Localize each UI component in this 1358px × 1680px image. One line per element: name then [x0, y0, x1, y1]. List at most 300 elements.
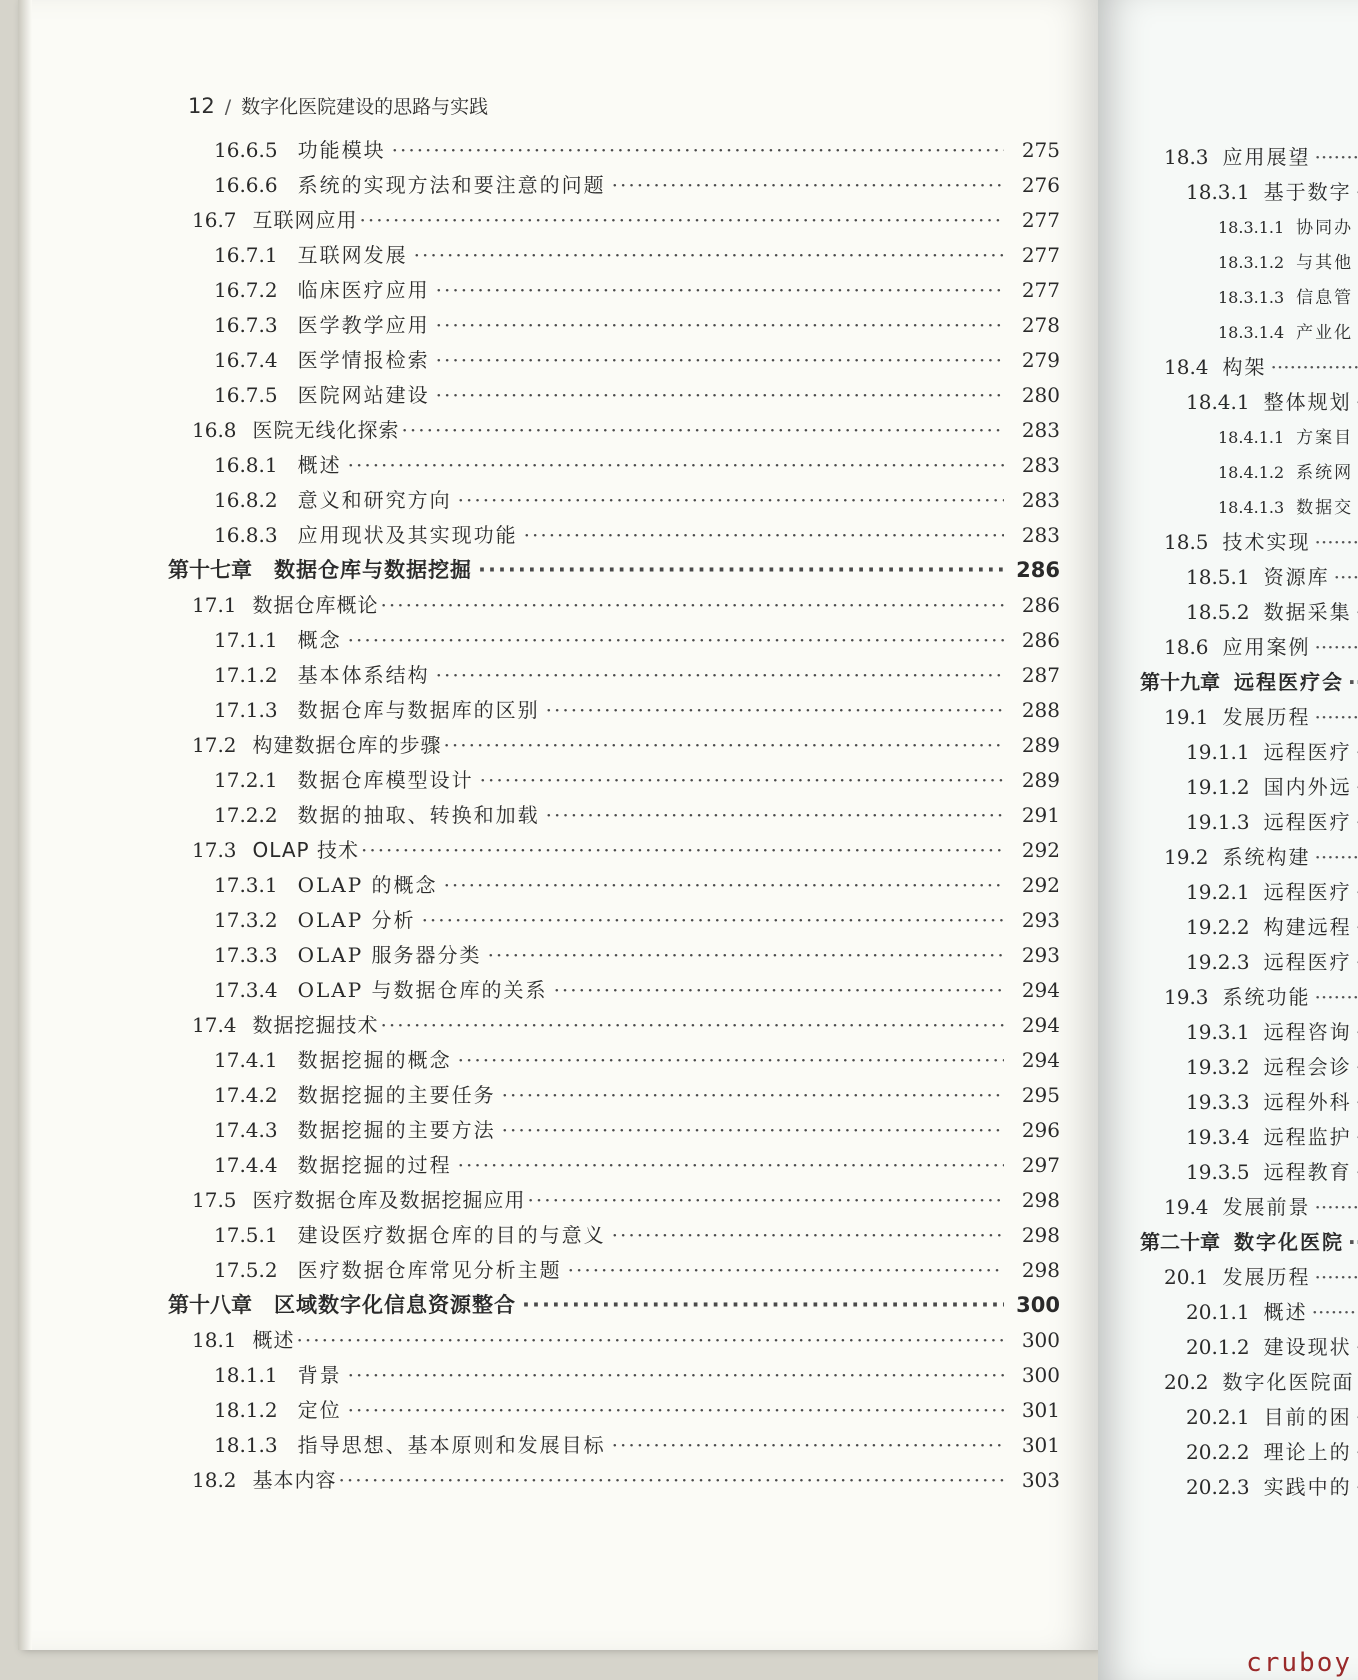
dot-leader — [348, 1358, 1004, 1393]
toc-entry — [1098, 245, 1358, 280]
toc-entry — [1098, 735, 1358, 770]
dot-leader — [436, 273, 1004, 308]
toc-entry-page: 286 — [1016, 558, 1060, 582]
toc-entry-title: 国内外远 — [1263, 775, 1352, 799]
toc-entry-title: 发展历程 — [1222, 1265, 1311, 1289]
toc-entry-title: 功能模块 — [297, 138, 386, 162]
toc-entry-page: 293 — [1021, 943, 1060, 967]
toc-entry-number: 17.5.1 — [214, 1223, 278, 1247]
toc-entry — [1098, 840, 1358, 875]
toc-entry-number: 19.1 — [1164, 705, 1209, 729]
toc-entry — [18, 1078, 1098, 1113]
toc-entry-number: 18.1.2 — [214, 1398, 278, 1422]
dot-leader — [1311, 705, 1358, 729]
toc-entry — [1098, 630, 1358, 665]
toc-entry — [18, 868, 1098, 903]
dot-leader — [1308, 1300, 1358, 1324]
toc-entry-number: 18.1.1 — [214, 1363, 278, 1387]
toc-entry-title: 数据仓库与数据挖掘 — [274, 558, 472, 582]
toc-entry-title: 系统功能 — [1222, 985, 1311, 1009]
dot-leader — [1352, 915, 1358, 939]
toc-entry-title: 医学教学应用 — [297, 313, 430, 337]
toc-entry-title: 意义和研究方向 — [297, 488, 452, 512]
toc-entry-number: 18.4.1.3 — [1218, 498, 1285, 517]
toc-entry-title: 构建远程 — [1263, 915, 1352, 939]
toc-entry-number: 20.2 — [1164, 1370, 1209, 1394]
toc-entry-title: 整体规划 — [1263, 390, 1352, 414]
toc-entry-number: 17.1.1 — [214, 628, 278, 652]
toc-entry-title: 互联网应用 — [252, 208, 358, 232]
dot-leader — [1353, 218, 1358, 237]
toc-entry-number: 17.2 — [192, 733, 237, 757]
toc-entry-title: 系统构建 — [1222, 845, 1311, 869]
toc-entry-number: 19.2 — [1164, 845, 1209, 869]
toc-entry — [1098, 1400, 1358, 1435]
dot-leader — [402, 413, 1004, 448]
toc-entry — [1098, 1225, 1358, 1260]
toc-entry — [18, 588, 1098, 623]
dot-leader — [436, 658, 1004, 693]
dot-leader — [1311, 145, 1358, 169]
dot-leader — [436, 343, 1004, 378]
toc-entry-title: 远程医疗会 — [1234, 670, 1344, 694]
toc-entry-title: 系统网 — [1296, 463, 1354, 483]
toc-entry-page: 300 — [1021, 1328, 1060, 1352]
dot-leader — [1311, 1265, 1358, 1289]
toc-entry-number: 17.4 — [192, 1013, 237, 1037]
left-page — [18, 0, 1098, 1650]
toc-entry-title: 远程监护 — [1263, 1125, 1352, 1149]
toc-entry-title: OLAP 分析 — [297, 908, 416, 932]
toc-entry-title: 远程会诊 — [1263, 1055, 1352, 1079]
toc-entry-number: 18.3.1.1 — [1218, 218, 1285, 237]
toc-entry-number: 17.4.4 — [214, 1153, 278, 1177]
watermark: cruboy — [1246, 1648, 1352, 1678]
toc-entry — [18, 973, 1098, 1008]
dot-leader — [361, 833, 1004, 868]
toc-entry-title: 远程医疗 — [1263, 880, 1352, 904]
toc-entry-number: 20.2.2 — [1186, 1440, 1250, 1464]
running-header — [188, 92, 488, 119]
toc-entry-number: 19.3.4 — [1186, 1125, 1250, 1149]
dot-leader — [444, 868, 1004, 903]
toc-entry-number: 18.5.1 — [1186, 565, 1250, 589]
toc-entry-title: 医院网站建设 — [297, 383, 430, 407]
dot-leader — [1311, 845, 1358, 869]
header-book-title: 数字化医院建设的思路与实践 — [241, 96, 489, 118]
toc-entry-number: 19.1.2 — [1186, 775, 1250, 799]
toc-entry-page: 294 — [1021, 978, 1060, 1002]
toc-entry-page: 301 — [1021, 1433, 1060, 1457]
toc-entry-title: 构建数据仓库的步骤 — [252, 733, 442, 757]
dot-leader — [1344, 670, 1358, 694]
toc-entry-page: 296 — [1021, 1118, 1060, 1142]
toc-entry-number: 16.8.2 — [214, 488, 278, 512]
toc-entry — [1098, 1470, 1358, 1505]
toc-entry — [1098, 595, 1358, 630]
toc-entry-title: 概述 — [297, 453, 342, 477]
dot-leader — [568, 1253, 1004, 1288]
toc-entry — [18, 1358, 1098, 1393]
toc-entry-title: OLAP 服务器分类 — [297, 943, 482, 967]
toc-entry-number: 16.6.6 — [214, 173, 278, 197]
toc-entry-page: 276 — [1021, 173, 1060, 197]
toc-entry-title: 基于数字 — [1263, 180, 1352, 204]
toc-entry-number: 第十九章 — [1140, 670, 1220, 694]
toc-entry-number: 16.8.3 — [214, 523, 278, 547]
toc-entry-number: 19.3.5 — [1186, 1160, 1250, 1184]
toc-entry — [18, 1008, 1098, 1043]
toc-entry — [1098, 1015, 1358, 1050]
toc-entry-title: 远程医疗 — [1263, 740, 1352, 764]
toc-right — [1098, 140, 1358, 1505]
toc-entry — [18, 1043, 1098, 1078]
dot-leader — [1311, 635, 1358, 659]
toc-entry-title: 构架 — [1222, 355, 1267, 379]
dot-leader — [1344, 1230, 1358, 1254]
toc-entry — [1098, 770, 1358, 805]
toc-entry-number: 19.3 — [1164, 985, 1209, 1009]
dot-leader — [522, 1288, 1004, 1323]
toc-entry-page: 298 — [1021, 1258, 1060, 1282]
toc-entry-page: 300 — [1016, 1293, 1060, 1317]
toc-entry — [18, 763, 1098, 798]
toc-entry — [18, 658, 1098, 693]
toc-entry-number: 19.3.1 — [1186, 1020, 1250, 1044]
toc-entry — [1098, 910, 1358, 945]
toc-entry-number: 18.3.1.4 — [1218, 323, 1285, 342]
dot-leader — [436, 378, 1004, 413]
toc-entry-number: 18.1.3 — [214, 1433, 278, 1457]
toc-entry-title: 信息管 — [1296, 288, 1354, 308]
dot-leader — [1353, 288, 1358, 307]
toc-entry-number: 第十八章 — [168, 1293, 252, 1317]
toc-entry-page: 300 — [1021, 1363, 1060, 1387]
dot-leader — [458, 483, 1004, 518]
dot-leader — [478, 553, 1004, 588]
dot-leader — [612, 168, 1004, 203]
toc-entry — [18, 1183, 1098, 1218]
toc-entry — [1098, 945, 1358, 980]
toc-entry-title: 应用现状及其实现功能 — [297, 523, 518, 547]
dot-leader — [381, 1008, 1004, 1043]
toc-entry-number: 20.2.1 — [1186, 1405, 1250, 1429]
toc-entry-number: 17.3.2 — [214, 908, 278, 932]
toc-entry — [1098, 1050, 1358, 1085]
toc-entry-title: 数据挖掘的概念 — [297, 1048, 452, 1072]
toc-entry — [18, 483, 1098, 518]
dot-leader — [1353, 323, 1358, 342]
toc-entry-number: 20.1.2 — [1186, 1335, 1250, 1359]
toc-entry — [1098, 1435, 1358, 1470]
dot-leader — [1352, 880, 1358, 904]
toc-entry-number: 20.1 — [1164, 1265, 1209, 1289]
toc-entry — [1098, 1155, 1358, 1190]
dot-leader — [1352, 1440, 1358, 1464]
toc-entry-title: 基本体系结构 — [297, 663, 430, 687]
toc-entry-page: 291 — [1021, 803, 1060, 827]
toc-entry — [1098, 210, 1358, 245]
toc-entry-title: 数据采集 — [1263, 600, 1352, 624]
dot-leader — [1352, 1335, 1358, 1359]
toc-entry-number: 17.2.1 — [214, 768, 278, 792]
toc-entry-number: 18.3.1.3 — [1218, 288, 1285, 307]
toc-entry-number: 17.3 — [192, 838, 237, 862]
toc-entry-page: 294 — [1021, 1048, 1060, 1072]
toc-entry-number: 16.7.4 — [214, 348, 278, 372]
toc-entry-title: 数据挖掘的过程 — [297, 1153, 452, 1177]
dot-leader — [1352, 1020, 1358, 1044]
toc-entry — [18, 168, 1098, 203]
toc-entry-title: 区域数字化信息资源整合 — [274, 1293, 516, 1317]
toc-entry — [18, 728, 1098, 763]
dot-leader — [546, 798, 1004, 833]
toc-entry-title: 数据仓库概论 — [252, 593, 379, 617]
toc-entry — [18, 1288, 1098, 1323]
dot-leader — [528, 1183, 1004, 1218]
toc-entry-number: 17.1.3 — [214, 698, 278, 722]
dot-leader — [546, 693, 1004, 728]
toc-entry-number: 17.2.2 — [214, 803, 278, 827]
right-page — [1098, 0, 1358, 1680]
dot-leader — [1353, 253, 1358, 272]
dot-leader — [297, 1323, 1004, 1358]
dot-leader — [414, 238, 1004, 273]
dot-leader — [502, 1078, 1004, 1113]
toc-entry-number: 16.7.5 — [214, 383, 278, 407]
toc-entry — [18, 133, 1098, 168]
toc-entry-number: 17.3.1 — [214, 873, 278, 897]
toc-entry-title: 资源库 — [1263, 565, 1330, 589]
toc-entry-number: 17.1.2 — [214, 663, 278, 687]
toc-entry-number: 16.6.5 — [214, 138, 278, 162]
dot-leader — [1352, 1405, 1358, 1429]
toc-entry — [18, 378, 1098, 413]
toc-entry — [18, 938, 1098, 973]
toc-entry-page: 289 — [1021, 768, 1060, 792]
dot-leader — [1352, 1160, 1358, 1184]
toc-entry-number: 18.4 — [1164, 355, 1209, 379]
toc-entry-title: 与其他 — [1296, 253, 1354, 273]
toc-entry-page: 275 — [1021, 138, 1060, 162]
toc-entry — [1098, 350, 1358, 385]
toc-entry — [18, 308, 1098, 343]
toc-entry-page: 277 — [1021, 278, 1060, 302]
dot-leader — [392, 133, 1004, 168]
toc-entry — [1098, 560, 1358, 595]
toc-entry-page: 295 — [1021, 1083, 1060, 1107]
toc-entry — [18, 448, 1098, 483]
dot-leader — [1267, 355, 1358, 379]
toc-entry-title: 医疗数据仓库常见分析主题 — [297, 1258, 562, 1282]
toc-entry-number: 17.4.1 — [214, 1048, 278, 1072]
toc-entry-title: OLAP 的概念 — [297, 873, 438, 897]
toc-entry — [1098, 1120, 1358, 1155]
dot-leader — [381, 588, 1004, 623]
dot-leader — [1311, 530, 1358, 554]
dot-leader — [360, 203, 1004, 238]
toc-entry-number: 19.2.1 — [1186, 880, 1250, 904]
toc-entry-title: 建设医疗数据仓库的目的与意义 — [297, 1223, 606, 1247]
toc-entry-page: 277 — [1021, 243, 1060, 267]
toc-entry-title: 建设现状 — [1263, 1335, 1352, 1359]
toc-entry-title: 远程医疗 — [1263, 950, 1352, 974]
toc-entry-title: 应用展望 — [1222, 145, 1311, 169]
toc-entry-number: 17.5 — [192, 1188, 237, 1212]
toc-entry-title: 指导思想、基本原则和发展目标 — [297, 1433, 606, 1457]
toc-entry — [1098, 1330, 1358, 1365]
toc-entry-number: 16.7.2 — [214, 278, 278, 302]
toc-entry-title: 医院无线化探索 — [252, 418, 400, 442]
toc-entry-title: 数字化医院面 — [1222, 1370, 1355, 1394]
toc-entry-title: 产业化 — [1296, 323, 1354, 343]
toc-entry-title: 背景 — [297, 1363, 342, 1387]
toc-entry — [1098, 875, 1358, 910]
toc-entry-title: 协同办 — [1296, 218, 1354, 238]
toc-entry-number: 17.4.3 — [214, 1118, 278, 1142]
toc-entry — [1098, 1190, 1358, 1225]
toc-entry-number: 16.8.1 — [214, 453, 278, 477]
toc-entry-number: 19.2.3 — [1186, 950, 1250, 974]
toc-entry — [1098, 385, 1358, 420]
toc-entry-page: 278 — [1021, 313, 1060, 337]
toc-entry-title: 概述 — [1263, 1300, 1308, 1324]
toc-entry — [1098, 315, 1358, 350]
toc-entry — [1098, 280, 1358, 315]
toc-entry-page: 277 — [1021, 208, 1060, 232]
toc-entry-title: 远程医疗 — [1263, 810, 1352, 834]
dot-leader — [1311, 985, 1358, 1009]
dot-leader — [348, 623, 1004, 658]
toc-entry-title: 基本内容 — [252, 1468, 337, 1492]
toc-entry — [1098, 420, 1358, 455]
dot-leader — [612, 1428, 1004, 1463]
toc-entry — [1098, 140, 1358, 175]
dot-leader — [524, 518, 1004, 553]
toc-entry-title: 远程教育 — [1263, 1160, 1352, 1184]
toc-entry — [18, 413, 1098, 448]
toc-entry-page: 289 — [1021, 733, 1060, 757]
toc-entry-number: 18.3.1.2 — [1218, 253, 1285, 272]
toc-entry-number: 19.3.3 — [1186, 1090, 1250, 1114]
dot-leader — [444, 728, 1004, 763]
toc-entry — [18, 238, 1098, 273]
dot-leader — [1352, 600, 1358, 624]
dot-leader — [1352, 1475, 1358, 1499]
toc-entry — [18, 693, 1098, 728]
toc-entry — [1098, 665, 1358, 700]
toc-entry — [18, 518, 1098, 553]
toc-entry-page: 294 — [1021, 1013, 1060, 1037]
dot-leader — [1352, 950, 1358, 974]
toc-entry — [1098, 490, 1358, 525]
toc-entry-page: 283 — [1021, 523, 1060, 547]
dot-leader — [1352, 810, 1358, 834]
toc-entry — [18, 1428, 1098, 1463]
toc-entry-title: 概述 — [252, 1328, 295, 1352]
toc-entry-number: 19.2.2 — [1186, 915, 1250, 939]
toc-entry — [18, 1393, 1098, 1428]
toc-entry-page: 287 — [1021, 663, 1060, 687]
toc-entry-title: 技术实现 — [1222, 530, 1311, 554]
toc-entry — [18, 833, 1098, 868]
toc-entry-title: 发展前景 — [1222, 1195, 1311, 1219]
toc-entry — [1098, 1295, 1358, 1330]
dot-leader — [612, 1218, 1004, 1253]
toc-entry — [1098, 525, 1358, 560]
dot-leader — [1352, 775, 1358, 799]
toc-entry-number: 16.8 — [192, 418, 237, 442]
toc-entry-page: 283 — [1021, 488, 1060, 512]
toc-entry-number: 19.1.3 — [1186, 810, 1250, 834]
toc-entry-number: 16.7.3 — [214, 313, 278, 337]
toc-entry-number: 17.4.2 — [214, 1083, 278, 1107]
dot-leader — [554, 973, 1004, 1008]
toc-entry-page: 286 — [1021, 593, 1060, 617]
toc-entry — [18, 1463, 1098, 1498]
toc-entry — [18, 623, 1098, 658]
dot-leader — [1352, 740, 1358, 764]
toc-entry — [18, 343, 1098, 378]
toc-entry-title: 远程咨询 — [1263, 1020, 1352, 1044]
toc-entry — [1098, 1260, 1358, 1295]
dot-leader — [1352, 180, 1358, 204]
toc-entry-title: 数据仓库模型设计 — [297, 768, 474, 792]
toc-entry-number: 18.3.1 — [1186, 180, 1250, 204]
toc-entry-number: 18.5.2 — [1186, 600, 1250, 624]
toc-entry-title: OLAP 技术 — [252, 838, 359, 862]
dot-leader — [1353, 463, 1358, 482]
toc-entry-number: 16.7.1 — [214, 243, 278, 267]
toc-entry-title: 理论上的 — [1263, 1440, 1352, 1464]
toc-entry-title: 实践中的 — [1263, 1475, 1352, 1499]
toc-entry-page: 298 — [1021, 1223, 1060, 1247]
toc-entry-title: 数据仓库与数据库的区别 — [297, 698, 540, 722]
toc-entry — [1098, 805, 1358, 840]
toc-entry — [1098, 455, 1358, 490]
dot-leader — [458, 1043, 1004, 1078]
toc-entry-page: 279 — [1021, 348, 1060, 372]
toc-entry — [18, 1253, 1098, 1288]
header-page-number: 12 — [188, 94, 215, 118]
toc-entry-number: 17.3.3 — [214, 943, 278, 967]
toc-entry-title: 发展历程 — [1222, 705, 1311, 729]
toc-entry-number: 18.5 — [1164, 530, 1209, 554]
toc-entry-page: 280 — [1021, 383, 1060, 407]
toc-entry-title: 定位 — [297, 1398, 342, 1422]
dot-leader — [1353, 428, 1358, 447]
toc-entry — [18, 903, 1098, 938]
dot-leader — [348, 1393, 1004, 1428]
toc-entry-title: 数据交 — [1296, 498, 1354, 518]
toc-entry-number: 17.1 — [192, 593, 237, 617]
toc-entry-number: 第十七章 — [168, 558, 252, 582]
toc-entry-title: 数据挖掘的主要任务 — [297, 1083, 496, 1107]
toc-entry-page: 303 — [1021, 1468, 1060, 1492]
header-separator: / — [224, 96, 232, 118]
toc-entry-page: 292 — [1021, 873, 1060, 897]
toc-entry-title: 数据挖掘技术 — [252, 1013, 379, 1037]
toc-entry — [18, 1113, 1098, 1148]
dot-leader — [1355, 1370, 1358, 1394]
dot-leader — [1352, 1125, 1358, 1149]
toc-entry-title: 临床医疗应用 — [297, 278, 430, 302]
toc-entry-title: 系统的实现方法和要注意的问题 — [297, 173, 606, 197]
dot-leader — [422, 903, 1004, 938]
toc-entry — [1098, 980, 1358, 1015]
toc-entry-number: 18.3 — [1164, 145, 1209, 169]
toc-entry-title: 数据挖掘的主要方法 — [297, 1118, 496, 1142]
